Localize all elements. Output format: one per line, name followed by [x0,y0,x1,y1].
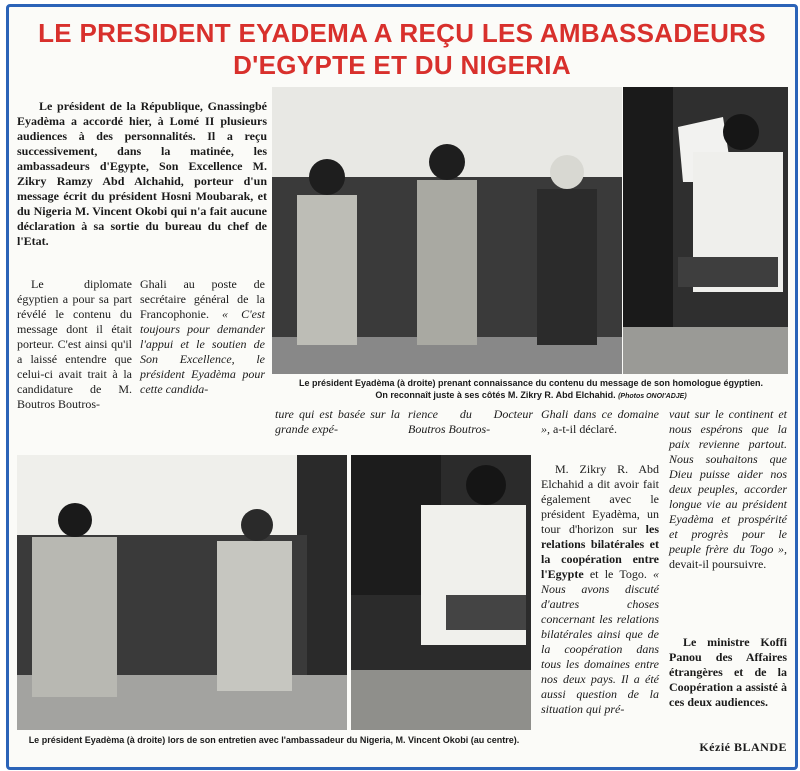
column-2-text: Ghali au poste de secrétaire général de la Francophonie. [140,277,265,321]
photo-caption-1-line-1: Le président Eyadèma (à droite) prenant connaissance du contenu du message de son homologue égyptien. [298,378,764,388]
column-4: rience du Docteur Boutros Boutros- [408,407,533,436]
photo-caption-2: Le président Eyadèma (à droite) lors de son entretien avec l'ambassadeur du Nigeria, M. Vincent Okobi (au centre). [28,735,520,745]
column-5b [541,462,659,717]
intro-paragraph: Le président de la République, Gnassingbé Eyadèma a accordé hier, à Lomé II plusieurs audiences à des personnalités. Il a reçu successivement, dans la matinée, les ambassadeurs d'Egypte, Son Excellence M. Zikry Ramzy Abd Alchahid, porteur d'un message écrit du président Hosni Moubarak, et du Nigeria M. Vincent Okobi qui n'a fait aucune déclaration à sa sortie du bureau du chef de l'Etat. [17,99,267,248]
column-5-quote: Ghali dans ce domaine », [541,407,659,436]
photo-egypt-ambassador-group [272,87,622,374]
photo-nigeria-ambassador [17,455,347,730]
author-signature: Kézié BLANDE [699,740,787,754]
photo-president-seated [351,455,531,730]
headline [9,17,795,81]
column-5-text: a-t-il déclaré. [553,422,617,436]
column-2 [140,277,265,397]
column-5b-bold: les relations bilatérales et la coopération entre l'Egypte [541,522,659,581]
column-6 [669,407,787,572]
column-5 [541,407,659,437]
photo-president-reading [623,87,788,374]
photo-caption-1-line-2: On reconnaît juste à ses côtés M. Zikry R. Abd Elchahid. [375,390,616,400]
column-6-quote: vaut sur le continent et nous espérons que la paix revienne partout. Nous souhaitons que Dieu puisse aider nos deux peuples, accorder longue vie au président Eyadèma et prospérité et progrès pour le peuple frère du Togo », [669,407,787,556]
headline-line-1: LE PRESIDENT EYADEMA A REÇU LES AMBASSADEURS [38,18,766,48]
column-2-quote: « C'est toujours pour demander l'appui et le soutien de Son Excellence, le président Eyadèma pour cette candida- [140,307,266,396]
column-5b-text-a: M. Zikry R. Abd Elchahid a dit avoir fait également avec le président Eyadèma, un tour d'horizon sur [541,462,659,536]
column-6-closing: Le ministre Koffi Panou des Affaires étrangères et de la Coopération a assisté à ces deux audiences. [669,635,787,709]
photo-credit: (Photos ONOI'ADJE) [618,393,687,400]
headline-line-2: D'EGYPTE ET DU NIGERIA [233,50,571,80]
column-6-text: devait-il poursuivre. [669,557,767,571]
column-1: Le diplomate égyptien a pour sa part révélé le contenu du message dont il était porteur. C'est ainsi qu'il a laissé entendre que celui-ci avait trait à la candidature de M. Boutros Boutros- [17,277,132,411]
column-3: ture qui est basée sur la grande expé- [275,407,400,436]
newspaper-page [6,4,798,770]
column-5b-quote: « Nous avons discuté d'autres choses concernant les relations bilatérales ainsi que de la coopération dans tous les domaines entre nos deux pays. Il a été aussi question de la situation qui pré- [541,567,660,716]
photo-caption-1 [275,377,787,403]
column-5b-text-b: et le Togo. [589,567,647,581]
